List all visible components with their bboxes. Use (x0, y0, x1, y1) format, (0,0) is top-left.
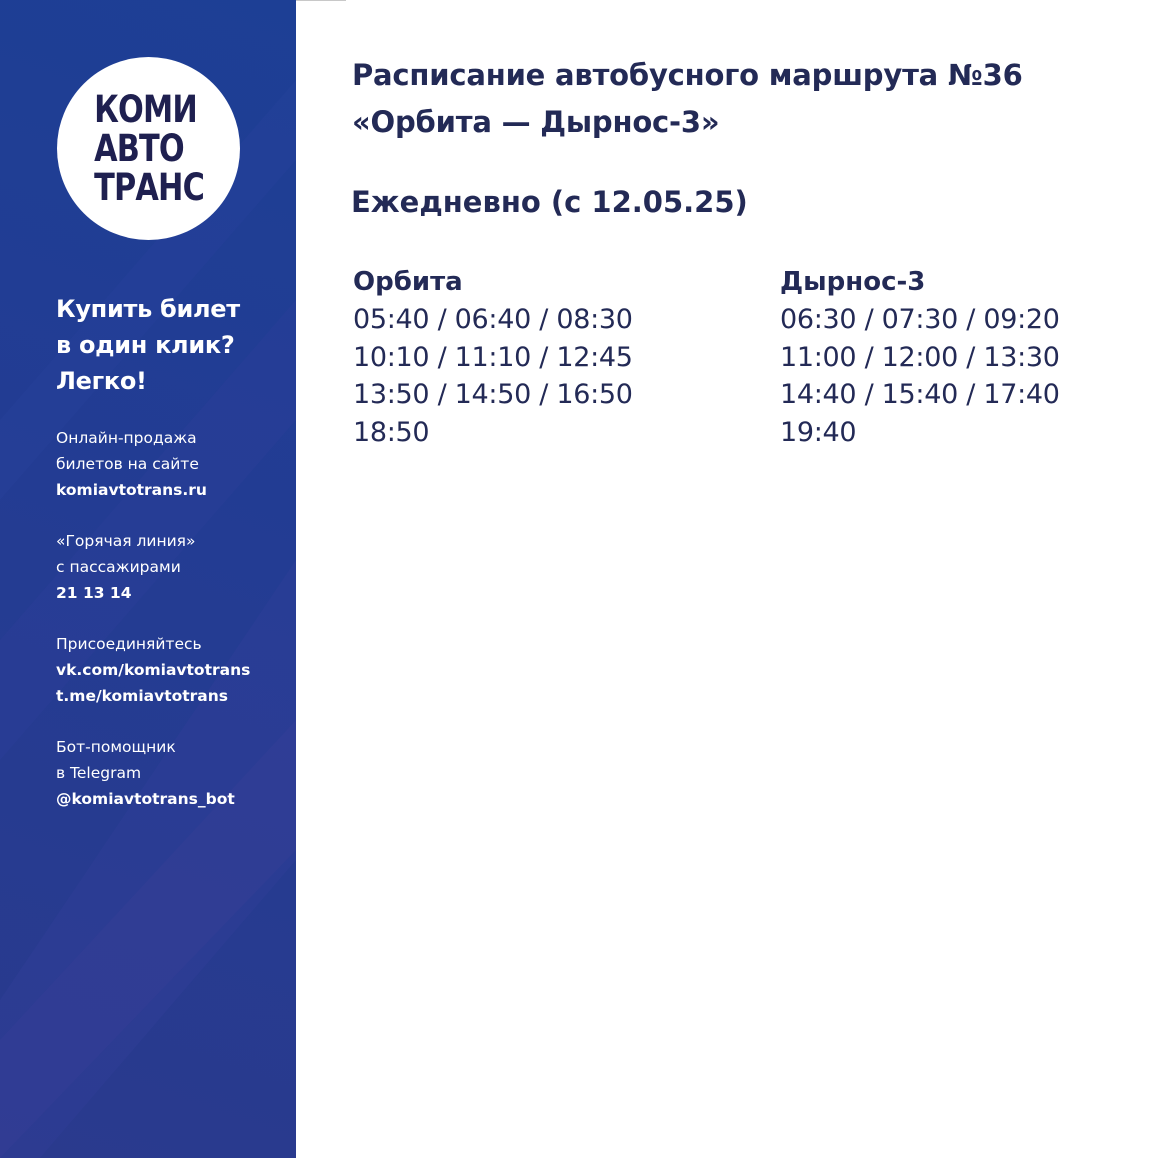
stop-name: Дырнос-3 (780, 267, 926, 297)
top-rule (296, 0, 346, 1)
times-row: 19:40 (780, 416, 857, 448)
title-line-1: Расписание автобусного маршрута №36 (352, 58, 1023, 92)
times-row: 11:00 / 12:00 / 13:30 (780, 341, 1060, 373)
page-title (352, 52, 1023, 146)
times-row: 10:10 / 11:10 / 12:45 (353, 341, 633, 373)
online-sales-line-1: Онлайн-продажа (56, 429, 197, 447)
online-sales-line-2: билетов на сайте (56, 455, 199, 473)
social-info (56, 631, 250, 709)
promo-line-1: Купить билет (56, 295, 240, 323)
logo-line-3: ТРАНС (94, 166, 205, 209)
bot-handle[interactable]: @komiavtotrans_bot (56, 790, 235, 808)
promo-text (56, 291, 240, 399)
bot-info (56, 734, 235, 812)
times-row: 13:50 / 14:50 / 16:50 (353, 379, 633, 410)
bot-line-2: в Telegram (56, 764, 142, 782)
hotline-info (56, 528, 196, 606)
times-row: 05:40 / 06:40 / 08:30 (353, 304, 633, 335)
schedule-validity: Ежедневно (с 12.05.25) (351, 185, 748, 219)
sidebar (0, 0, 296, 1158)
schedule-column-orbita (353, 263, 633, 451)
brand-logo (57, 57, 240, 240)
logo-wordmark (95, 90, 205, 207)
online-sales-info (56, 425, 207, 503)
schedule-column-dyrnos (780, 263, 1060, 451)
bot-line-1: Бот-помощник (56, 738, 176, 756)
hotline-line-2: с пассажирами (56, 558, 181, 576)
hotline-phone[interactable]: 21 13 14 (56, 584, 132, 602)
website-link[interactable]: komiavtotrans.ru (56, 481, 207, 499)
logo-line-1: КОМИ (94, 88, 198, 131)
hotline-line-1: «Горячая линия» (56, 532, 196, 550)
promo-line-2: в один клик? (56, 331, 235, 359)
times-row: 18:50 (353, 416, 430, 448)
social-label: Присоединяйтесь (56, 635, 202, 653)
vk-link[interactable]: vk.com/komiavtotrans (56, 661, 251, 679)
telegram-link[interactable]: t.me/komiavtotrans (56, 687, 229, 705)
times-row: 06:30 / 07:30 / 09:20 (780, 304, 1060, 335)
times-row: 14:40 / 15:40 / 17:40 (780, 379, 1060, 410)
logo-line-2: АВТО (94, 127, 185, 170)
stop-name: Орбита (353, 267, 463, 297)
title-line-2: «Орбита — Дырнос-3» (352, 105, 720, 139)
promo-line-3: Легко! (56, 367, 147, 395)
